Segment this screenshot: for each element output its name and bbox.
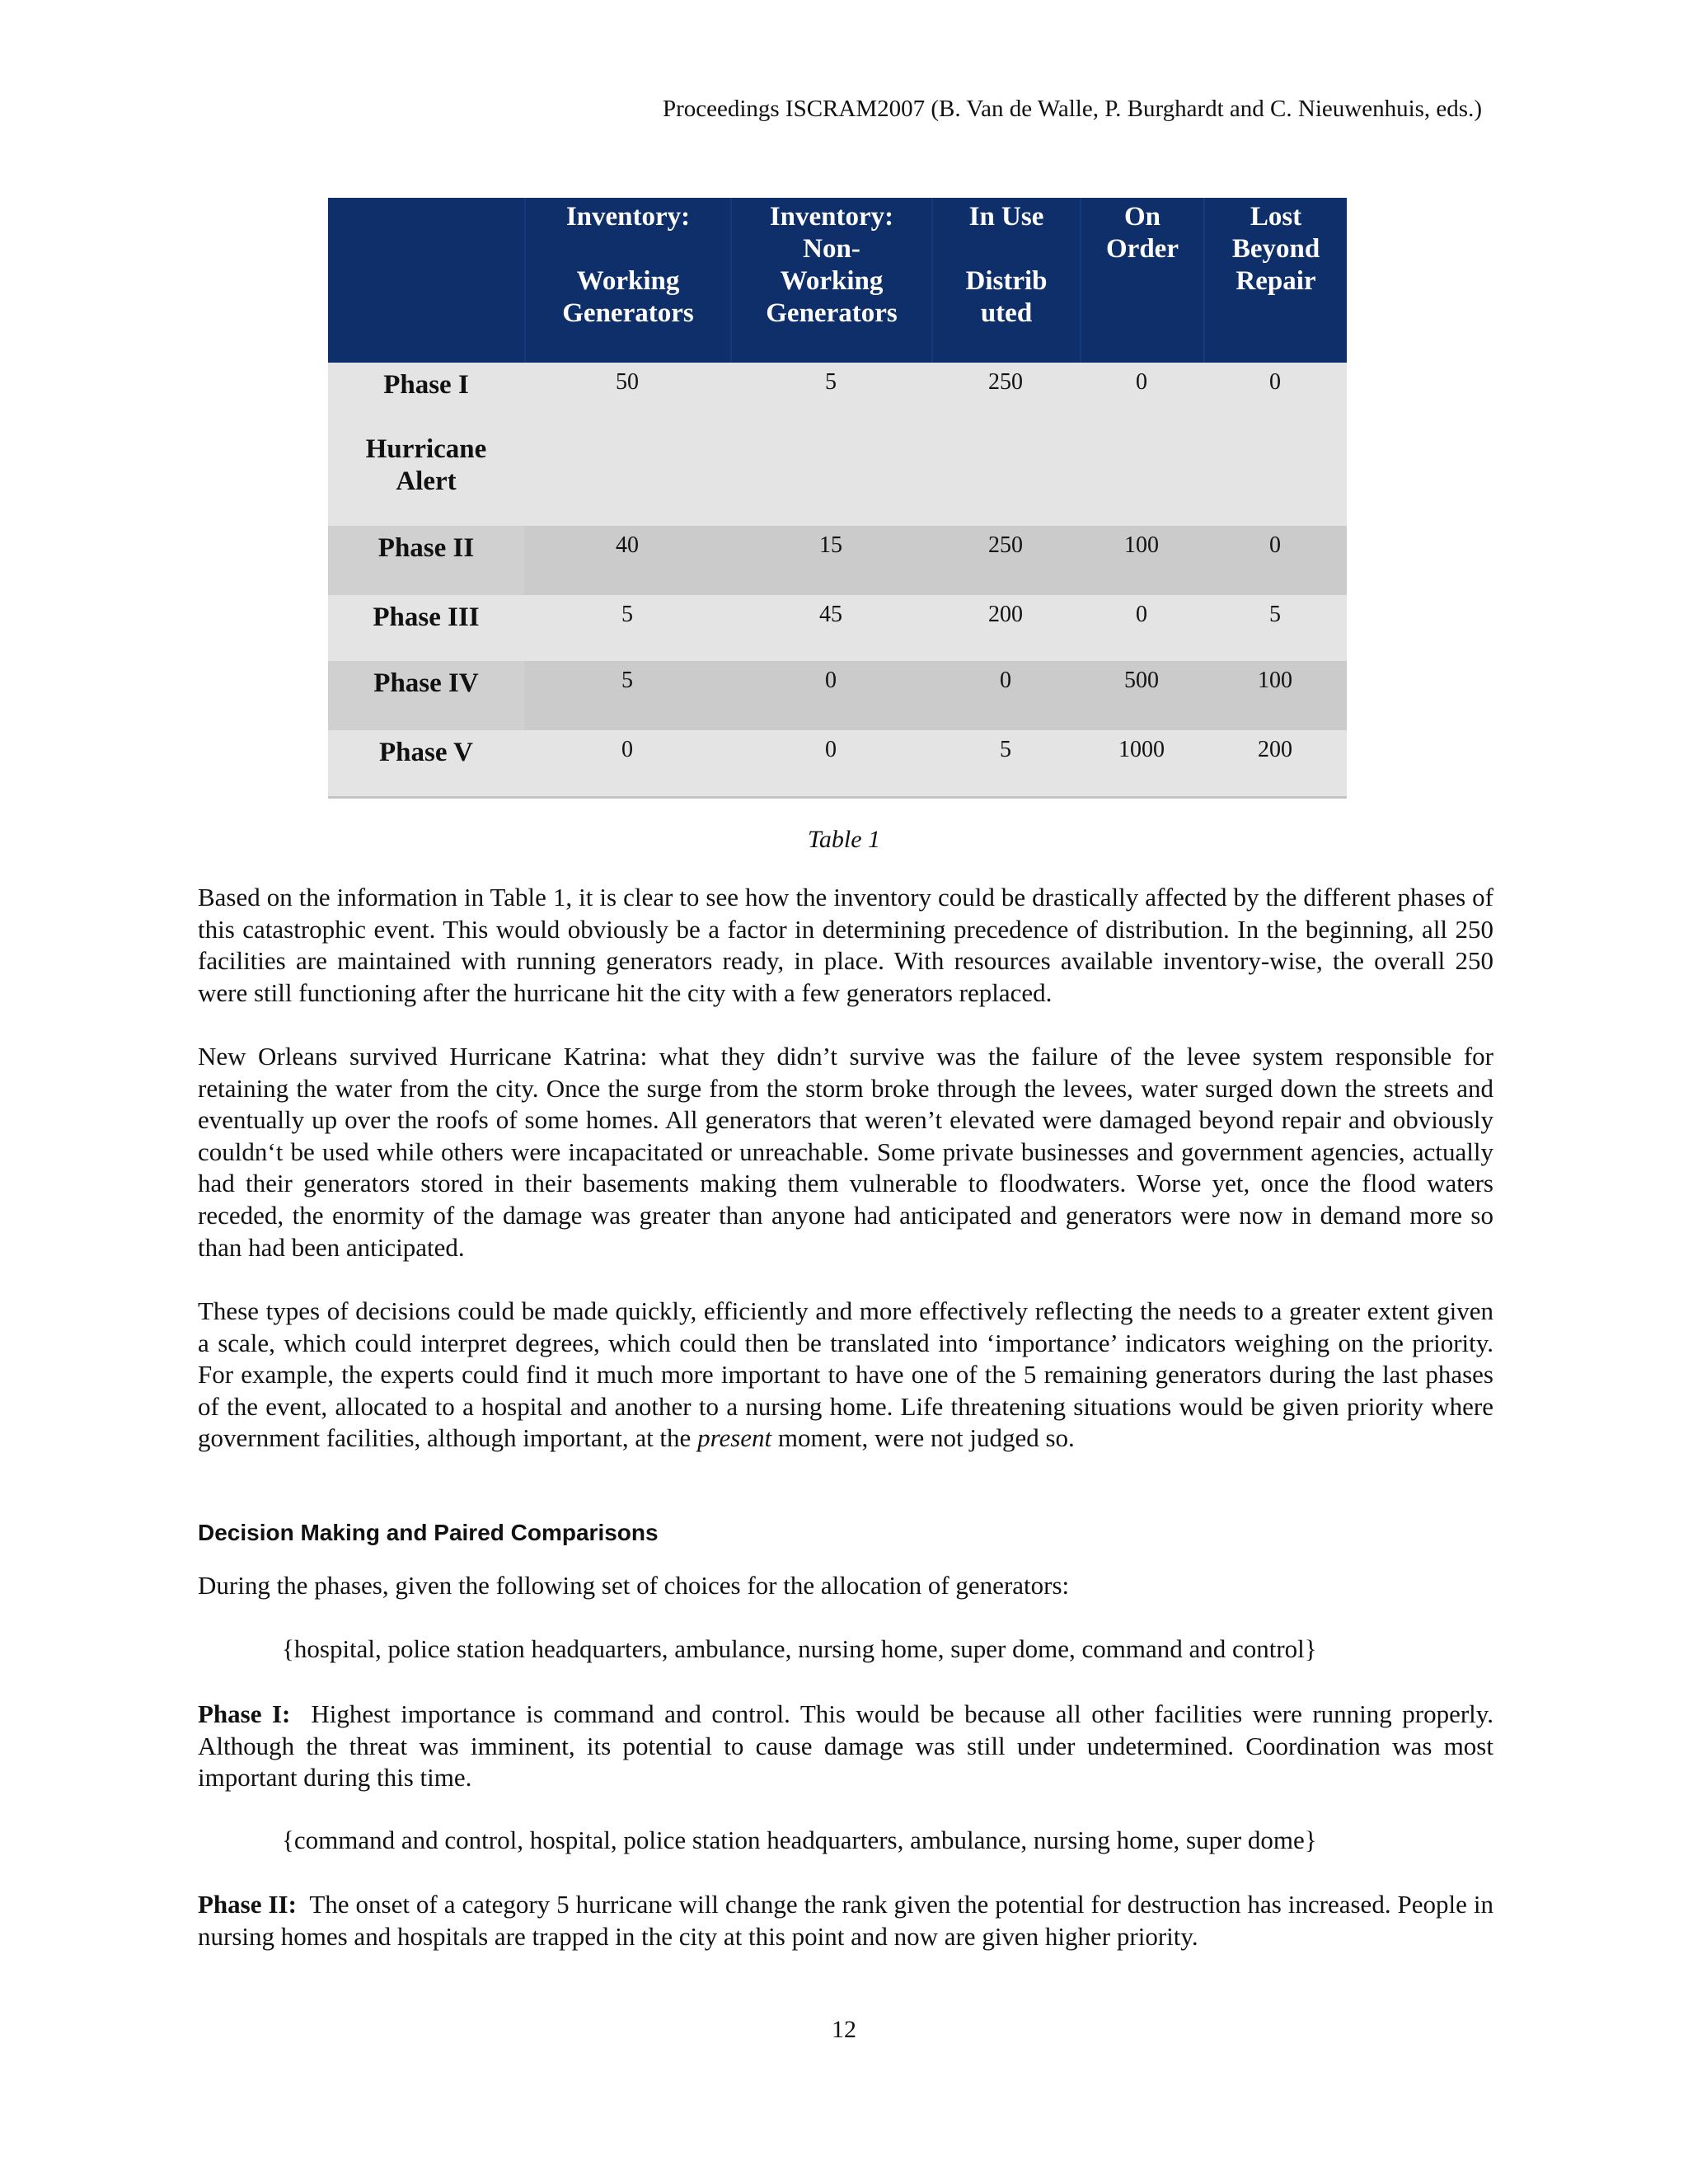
- table-cell: 0: [1269, 369, 1281, 395]
- column-header-line: Working: [780, 266, 884, 296]
- inventory-table: [328, 198, 1347, 799]
- paragraph-katrina: New Orleans survived Hurricane Katrina: what they didn’t survive was the failure of the levee system responsible for retaining the water from the city. Once the surge from the storm broke through the levees, water surged down the streets and eventually up over the roofs of some homes. All generators that weren’t elevated were damaged beyond repair and obviously couldn‘t be used while others were incapacitated or unreachable. Some private businesses and government agencies, actually had their generators stored in their basements making them vulnerable to floodwaters. Worse yet, once the flood waters receded, the enormity of the damage was greater than anyone had anticipated and generators were now in demand more so than had been anticipated.: [198, 1042, 1493, 1262]
- table-cell: 0: [1269, 532, 1281, 558]
- column-header-line: Generators: [562, 298, 694, 328]
- paragraph-text: These types of decisions could be made quickly, efficiently and more effectively reflecting the needs to a greater extent given a scale, which could interpret degrees, which could then be translated into ‘importance’ indicators weighing on the priority. For example, the experts could find it much more important to have one of the 5 remaining generators during the last phases of the event, allocated to a hospital and another to a nursing home. Life threatening situations would be given priority where government facilities, although important, at the: [198, 1296, 1493, 1453]
- row-label-title: Phase I: [383, 370, 469, 400]
- paragraph-decisions: [198, 1296, 1493, 1455]
- table-cell: 1000: [1118, 737, 1165, 762]
- table-cell: 5: [825, 369, 837, 395]
- row-label: Phase III: [373, 602, 480, 632]
- table-caption: Table 1: [807, 826, 881, 853]
- table-cell: 0: [1136, 369, 1147, 395]
- row-label: Phase II: [328, 526, 524, 595]
- phase-label: Phase I:: [198, 1699, 291, 1728]
- table-cell: 40: [616, 532, 639, 558]
- table-cell: 100: [1258, 668, 1292, 693]
- emphasis-text: present: [697, 1423, 772, 1453]
- table-row: [328, 661, 1347, 730]
- column-header-line: Generators: [766, 298, 898, 328]
- table-header-row: [328, 198, 1347, 363]
- table-row: [328, 363, 1347, 526]
- table-cell: 250: [988, 369, 1023, 395]
- row-label: Phase V: [379, 738, 473, 767]
- page-number: 12: [832, 2016, 856, 2043]
- table-cell: 50: [616, 369, 639, 395]
- column-header-line: Non-: [803, 234, 860, 264]
- table-cell: 5: [1269, 602, 1281, 627]
- table-cell: 100: [1124, 532, 1159, 558]
- table-cell: 45: [819, 602, 842, 627]
- column-header-working: [524, 198, 730, 363]
- column-header-line: uted: [980, 298, 1033, 328]
- section-heading: Decision Making and Paired Comparisons: [198, 1520, 659, 1545]
- table-cell: 15: [819, 532, 842, 558]
- table-cell: 0: [1000, 668, 1011, 693]
- table-cell: 0: [621, 737, 633, 762]
- table-cell: 5: [621, 668, 633, 693]
- table-cell: 0: [825, 737, 837, 762]
- table-cell: 5: [621, 602, 633, 627]
- column-header-on-order: [1080, 198, 1203, 363]
- column-header-line: Inventory:: [565, 202, 691, 232]
- phase-label: Phase II:: [198, 1890, 297, 1919]
- table-cell: 0: [1136, 602, 1147, 627]
- paragraph-phase-2: [198, 1889, 1493, 1952]
- column-header-line: Inventory:: [769, 202, 894, 232]
- row-label: [328, 363, 524, 526]
- column-header-line: Working: [576, 266, 680, 296]
- column-header-in-use: [931, 198, 1080, 363]
- table-cell: 500: [1124, 668, 1159, 693]
- header-corner-cell: [328, 198, 524, 363]
- paragraph-phase-1: [198, 1699, 1493, 1794]
- table-cell: 250: [988, 532, 1023, 558]
- paragraph-text: The onset of a category 5 hurricane will change the rank given the potential for destruction has increased. People in nursing homes and hospitals are trapped in the city at this point and now are given higher priority.: [198, 1890, 1494, 1951]
- table-row: [328, 595, 1347, 661]
- paragraph-text: Highest importance is command and control. This would be because all other facilities were running properly. Although the threat was imminent, its potential to cause damage was still under undetermined. Coordination was most important during this time.: [198, 1699, 1494, 1793]
- intro-line: During the phases, given the following set of choices for the allocation of generators:: [198, 1571, 1070, 1600]
- column-header-line: Beyond: [1231, 234, 1320, 264]
- table-cell: 200: [988, 602, 1023, 627]
- table-cell: 5: [1000, 737, 1011, 762]
- paragraph-inventory: Based on the information in Table 1, it is clear to see how the inventory could be drastically affected by the different phases of this catastrophic event. This would obviously be a factor in determining precedence of distribution. In the beginning, all 250 facilities are maintained with running generators ready, in place. With resources available inventory-wise, the overall 250 were still functioning after the hurricane hit the city with a few generators replaced.: [198, 883, 1493, 1007]
- choice-set-phase-1: {command and control, hospital, police station headquarters, ambulance, nursing home, super dome}: [282, 1825, 1317, 1854]
- column-header-non-working: [730, 198, 931, 363]
- column-header-line: Lost: [1250, 202, 1302, 232]
- column-header-lost: [1203, 198, 1347, 363]
- row-label-sub: Hurricane: [365, 434, 487, 464]
- table-row: [328, 526, 1347, 595]
- table-cell: 0: [825, 668, 837, 693]
- column-header-line: Distrib: [965, 266, 1048, 296]
- column-header-line: Order: [1106, 234, 1179, 264]
- table-cell: 200: [1258, 737, 1292, 762]
- column-header-line: On: [1123, 202, 1161, 232]
- row-label: Phase IV: [328, 661, 524, 730]
- choice-set-initial: {hospital, police station headquarters, ambulance, nursing home, super dome, command and control}: [282, 1634, 1317, 1663]
- table-row: [328, 730, 1347, 799]
- row-label-sub: Alert: [396, 466, 457, 496]
- paragraph-text: moment, were not judged so.: [777, 1423, 1075, 1453]
- column-header-line: In Use: [968, 202, 1044, 232]
- page-header: Proceedings ISCRAM2007 (B. Van de Walle, P. Burghardt and C. Nieuwenhuis, eds.): [662, 96, 1482, 122]
- column-header-line: Repair: [1236, 266, 1316, 296]
